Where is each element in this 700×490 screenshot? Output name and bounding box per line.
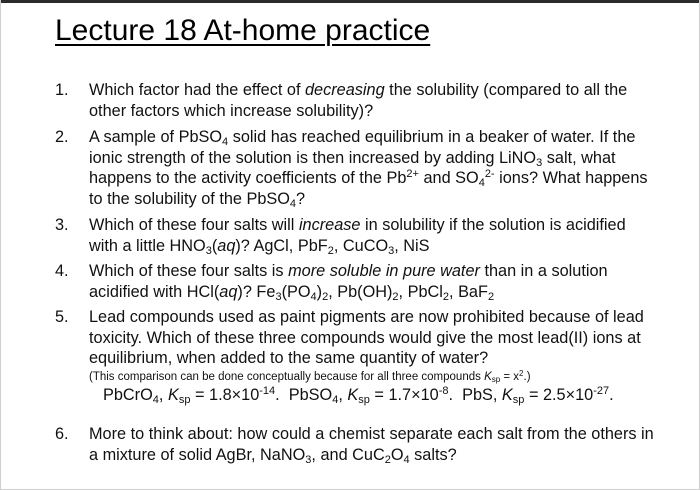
question-4 bbox=[55, 261, 655, 302]
question-number: 4. bbox=[55, 262, 69, 280]
ksp-values: PbCrO$_4$, $K_{sp} = 1.8\times 10^{-14}$. PbSO$_4$, $K_{sp} = 1.7\times 10^{-8}$. PbS, $K_{sp} = 2.5\times 10^{-27}$. bbox=[103, 384, 614, 406]
question-1 bbox=[55, 80, 655, 121]
slide-left-border bbox=[0, 0, 1, 490]
question-number: 5. bbox=[55, 308, 69, 326]
question-text: More to think about: how could a chemist separate each salt from the others in a mixture of solid AgBr, NaNO$_3$, and $CuC_2O_4$ salts? bbox=[89, 425, 654, 466]
question-text: Which of these four salts is more soluble in pure water than in a solution acidified with HCl(aq)? $Fe_3(PO_4)_2$, $Pb(OH)_2$, PbCl$_2$, BaF$_2$ bbox=[89, 262, 608, 303]
page-title: Lecture 18 At-home practice bbox=[55, 14, 431, 47]
question-2 bbox=[55, 127, 655, 209]
question-number: 1. bbox=[55, 81, 69, 99]
question-text bbox=[89, 307, 655, 405]
question-5-note: (This comparison can be done conceptually because for all three compounds $K_{sp} = x^2$.) bbox=[89, 368, 531, 384]
question-6 bbox=[55, 424, 655, 465]
question-text: Which of these four salts will increase in solubility if the solution is acidified with a little $HNO_3(aq)$? AgCl, PbF$_2$, CuCO$_3$, NiS bbox=[89, 216, 626, 257]
question-text: A sample of PbSO$_4$ solid has reached equilibrium in a beaker of water. If the ionic strength of the solution is then increased by adding LiNO$_3$ salt, what happens to the activity coefficients of the $Pb^{2+}$ and $SO_4^{2-}$ ions? What happens to the solubility of the PbSO$_4$? bbox=[89, 128, 648, 210]
question-number: 6. bbox=[55, 425, 69, 443]
question-number: 2. bbox=[55, 128, 69, 146]
question-number: 3. bbox=[55, 216, 69, 234]
question-3 bbox=[55, 215, 655, 256]
question-5-main-text: Lead compounds used as paint pigments are now prohibited because of lead toxicity. Which of these three compounds would give the most lead(II) ions at equilibrium, when added to the same quantity of water? bbox=[89, 308, 644, 367]
slide-top-border bbox=[0, 0, 700, 3]
question-5 bbox=[55, 307, 655, 405]
question-text: Which factor had the effect of decreasing the solubility (compared to all the other factors which increase solubility)? bbox=[89, 81, 628, 120]
